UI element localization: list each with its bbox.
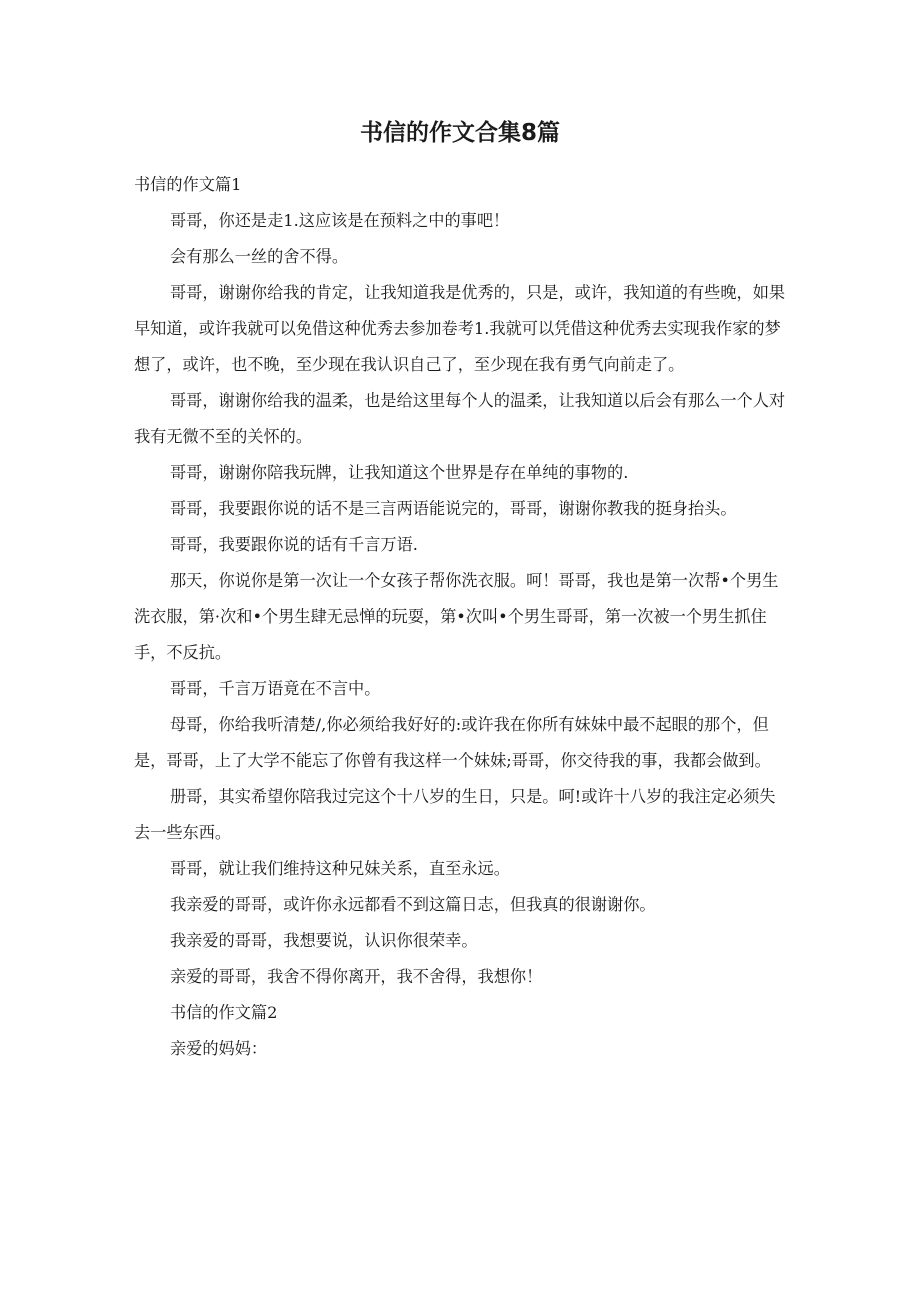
document-body <box>134 167 790 1067</box>
paragraph: 母哥，你给我听清楚/,你必须给我好好的:或许我在你所有妹妹中最不起眼的那个，但是，哥哥，上了大学不能忘了你曾有我这样一个妹妹;哥哥，你交待我的事，我都会做到。 <box>134 715 771 770</box>
section-heading-1: 书信的作文篇1 <box>134 175 242 194</box>
paragraph: 哥哥，谢谢你给我的肯定，让我知道我是优秀的，只是，或许，我知道的有些晚，如果早知道，或许我就可以免借这种优秀去参加卷考1.我就可以凭借这种优秀去实现我作家的梦想了，或许，也不晚，至少现在我认识自己了，至少现在我有勇气向前走了。 <box>134 283 786 374</box>
paragraph: 亲爱的妈妈： <box>170 1039 268 1058</box>
paragraph: 我亲爱的哥哥，或许你永远都看不到这篇日志，但我真的很谢谢你。 <box>170 895 656 914</box>
paragraph: 册哥，其实希望你陪我过完这个十八岁的生日，只是。呵!或许十八岁的我注定必须失去一些东西。 <box>134 787 776 842</box>
paragraph: 哥哥，千言万语竟在不言中。 <box>170 679 381 698</box>
paragraph: 哥哥，你还是走1.这应该是在预料之中的事吧！ <box>170 211 510 230</box>
paragraph: 我亲爱的哥哥，我想要说，认识你很荣幸。 <box>170 931 478 950</box>
paragraph: 哥哥，谢谢你陪我玩牌，让我知道这个世界是存在单纯的事物的. <box>170 463 629 482</box>
paragraph: 哥哥，谢谢你给我的温柔，也是给这里每个人的温柔，让我知道以后会有那么一个人对我有无微不至的关怀的。 <box>134 391 786 446</box>
paragraph: 哥哥，我要跟你说的话有千言万语. <box>170 535 418 554</box>
section-heading-2: 书信的作文篇2 <box>170 1003 278 1022</box>
page-title: 书信的作文合集8篇 <box>359 120 560 146</box>
paragraph: 亲爱的哥哥，我舍不得你离开，我不舍得，我想你！ <box>170 967 543 986</box>
paragraph: 哥哥，就让我们维持这种兄妹关系，直至永远。 <box>170 859 510 878</box>
paragraph: 那天，你说你是第一次让一个女孩子帮你洗衣服。呵！哥哥，我也是第一次帮•个男生洗衣服，第·次和•个男生肆无忌惮的玩耍，第•次叫•个男生哥哥，第一次被一个男生抓住手，不反抗。 <box>134 571 779 662</box>
paragraph: 哥哥，我要跟你说的话不是三言两语能说完的，哥哥，谢谢你教我的挺身抬头。 <box>170 499 737 518</box>
paragraph: 会有那么一丝的舍不得。 <box>170 247 349 266</box>
